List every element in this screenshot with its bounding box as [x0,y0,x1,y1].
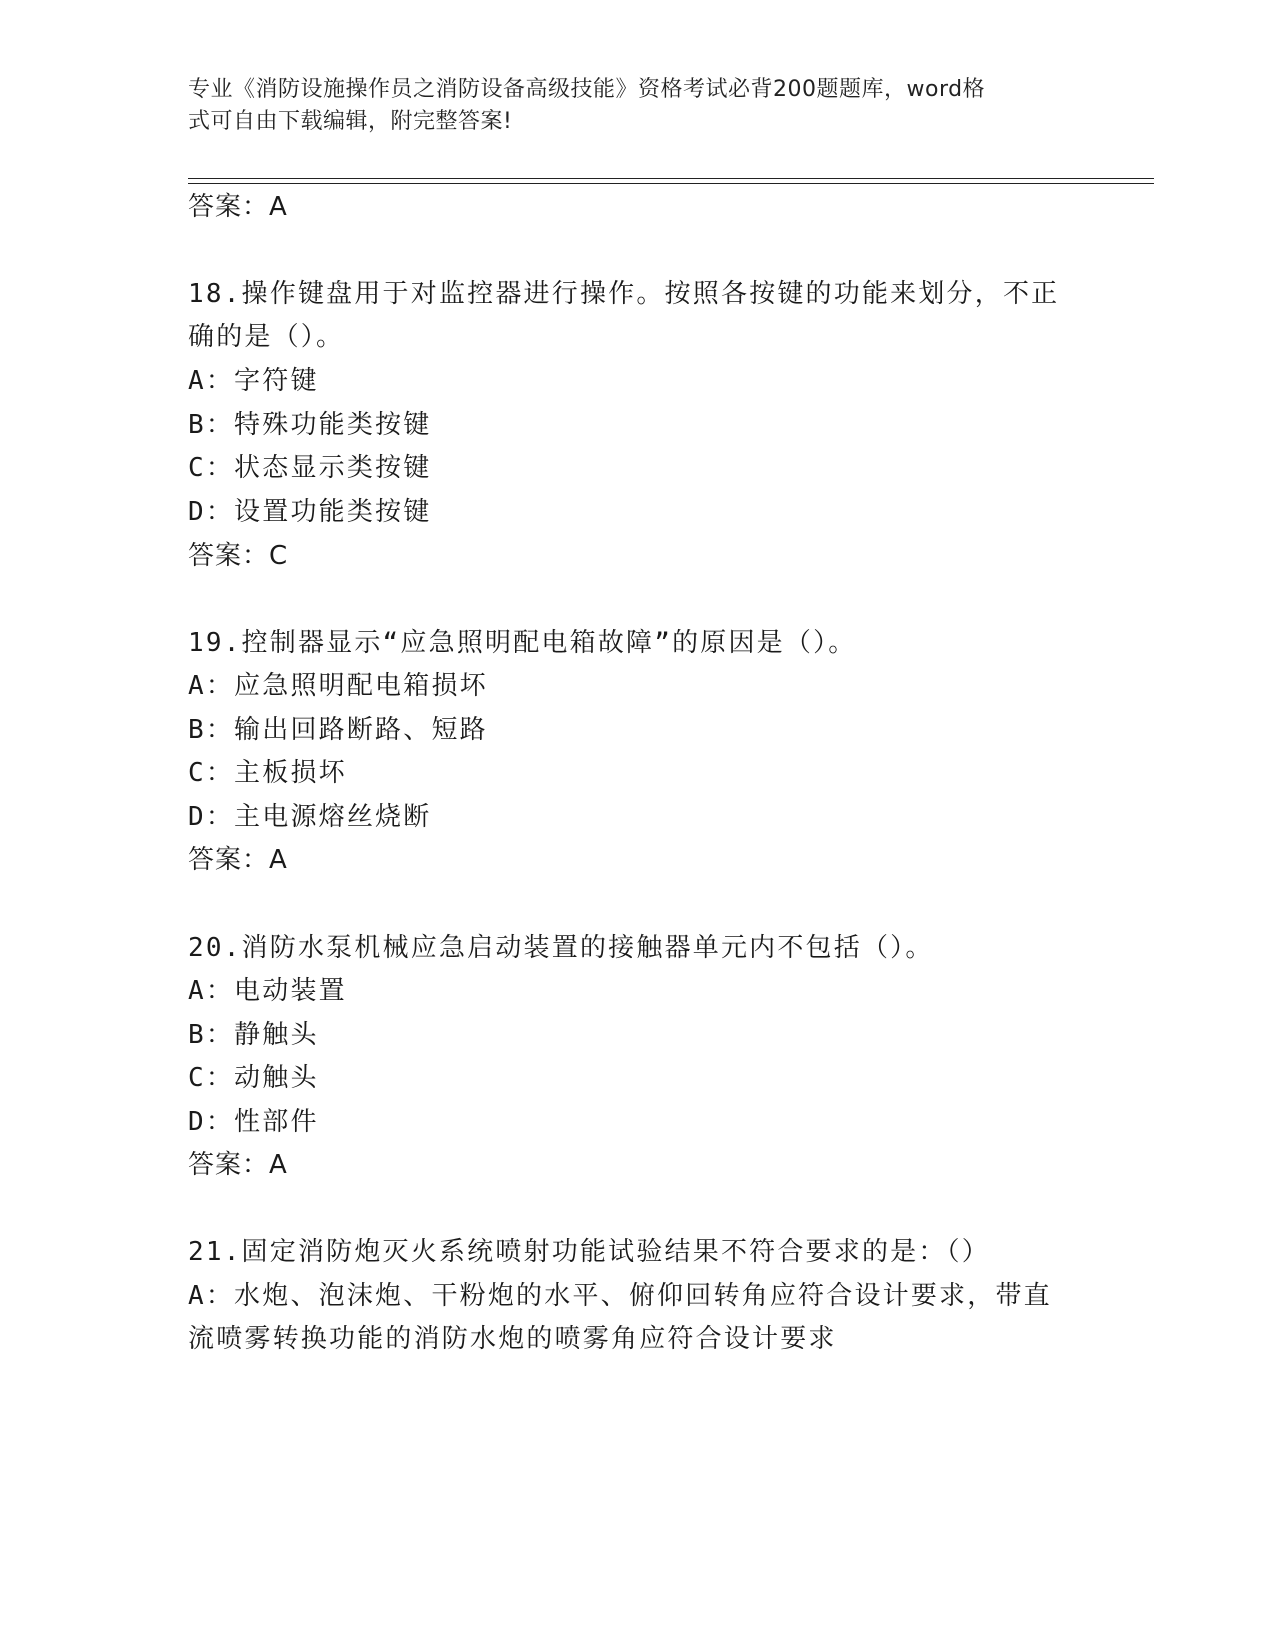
option-c: C：状态显示类按键 [188,453,432,483]
header-line-1: 专业《消防设施操作员之消防设备高级技能》资格考试必背200题题库，word格 [188,77,986,102]
question-stem: 确的是（）。 [188,322,345,352]
option-a: A：字符键 [188,366,319,396]
question-stem: 21.固定消防炮灭火系统喷射功能试验结果不符合要求的是：（） [188,1237,990,1267]
header-line-2: 式可自由下载编辑，附完整答案! [188,109,513,134]
option-d: D：设置功能类按键 [188,497,432,527]
document-header [188,74,1078,138]
option-a-continued: 流喷雾转换功能的消防水炮的喷雾角应符合设计要求 [188,1324,837,1354]
answer-line: 答案：A [188,192,288,222]
header-rule-top [188,178,1154,179]
answer-line: 答案：A [188,1150,288,1180]
question-stem: 19.控制器显示“应急照明配电箱故障”的原因是（）。 [188,628,857,658]
header-rule-bottom [188,183,1154,184]
question-stem: 20.消防水泵机械应急启动装置的接触器单元内不包括（）。 [188,933,934,963]
answer-line: 答案：A [188,845,288,875]
question-stem: 18.操作键盘用于对监控器进行操作。按照各按键的功能来划分，不正 [188,279,1060,309]
option-a: A：应急照明配电箱损坏 [188,671,488,701]
option-b: B：静触头 [188,1020,319,1050]
option-c: C：动触头 [188,1063,319,1093]
option-b: B：输出回路断路、短路 [188,715,488,745]
option-c: C：主板损坏 [188,758,347,788]
option-d: D：性部件 [188,1107,319,1137]
answer-line: 答案：C [188,541,289,571]
option-a: A：电动装置 [188,976,347,1006]
option-d: D：主电源熔丝烧断 [188,802,432,832]
option-b: B：特殊功能类按键 [188,410,432,440]
option-a: A：水炮、泡沫炮、干粉炮的水平、俯仰回转角应符合设计要求，带直 [188,1281,1052,1311]
